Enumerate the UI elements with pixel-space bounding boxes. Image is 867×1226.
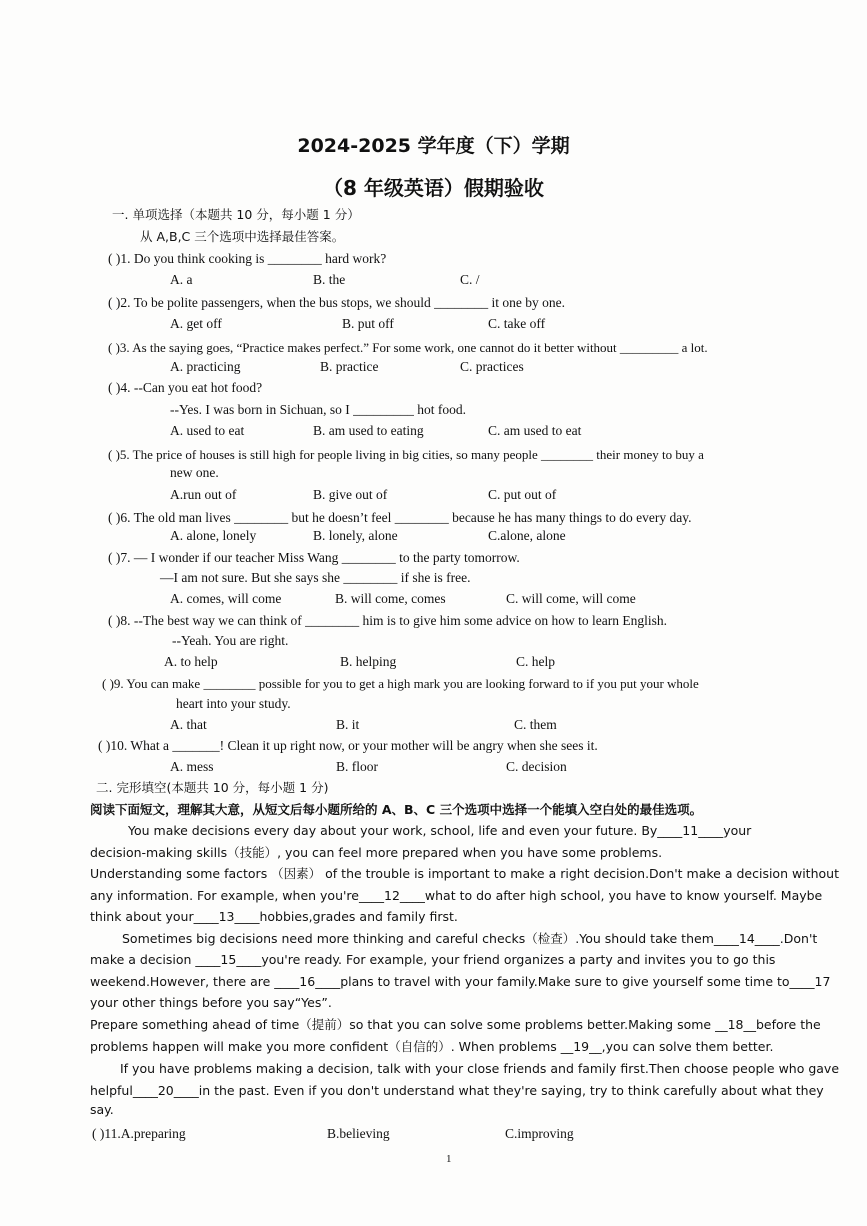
question-3-option-c: C. practices xyxy=(460,359,524,374)
question-1-option-a: A. a xyxy=(170,272,193,287)
passage-line-5: think about your____13____hobbies,grades and family first. xyxy=(90,909,458,924)
passage-line-12: If you have problems making a decision, talk with your close friends and family first.Then choose people who gave xyxy=(120,1061,840,1076)
question-7-reply: —I am not sure. But she says she ________ if she is free. xyxy=(160,570,471,585)
question-10-option-c: C. decision xyxy=(506,759,567,774)
question-2-option-c: C. take off xyxy=(488,316,546,331)
question-6-stem: ( )6. The old man lives ________ but he doesn’t feel ________ because he has many things to do every day. xyxy=(108,510,692,525)
question-4-option-c: C. am used to eat xyxy=(488,423,582,438)
question-8-reply: --Yeah. You are right. xyxy=(172,633,289,648)
question-5-stem-cont: new one. xyxy=(170,465,219,480)
question-9-stem: ( )9. You can make ________ possible for you to get a high mark you are looking forward to if you put your whole xyxy=(102,676,699,691)
question-10-stem: ( )10. What a _______! Clean it up right now, or your mother will be angry when she sees it. xyxy=(98,738,598,753)
passage-line-14: say. xyxy=(90,1102,114,1117)
question-7-option-b: B. will come, comes xyxy=(335,591,446,606)
question-5-stem: ( )5. The price of houses is still high for people living in big cities, so many people ________ their money to buy a xyxy=(108,447,704,462)
question-1-option-b: B. the xyxy=(313,272,346,287)
passage-line-10: Prepare something ahead of time（提前）so that you can solve some problems better.Making some __18__before the xyxy=(90,1017,821,1032)
question-8-option-a: A. to help xyxy=(164,654,218,669)
question-6-option-c: C.alone, alone xyxy=(488,528,566,543)
question-6-option-b: B. lonely, alone xyxy=(313,528,398,543)
question-4-option-b: B. am used to eating xyxy=(313,423,424,438)
question-9-stem-cont: heart into your study. xyxy=(176,696,291,711)
passage-line-6: Sometimes big decisions need more thinking and careful checks（检查）.You should take them____14____.Don't xyxy=(122,931,818,946)
section1-instruction: 从 A,B,C 三个选项中选择最佳答案。 xyxy=(140,229,345,244)
question-3-stem: ( )3. As the saying goes, “Practice makes perfect.” For some work, one cannot do it better without _________ a lot. xyxy=(108,340,708,355)
passage-line-9: your other things before you say“Yes”. xyxy=(90,995,332,1010)
question-11-option-b: B.believing xyxy=(327,1126,390,1141)
question-10-option-a: A. mess xyxy=(170,759,214,774)
question-1-option-c: C. / xyxy=(460,272,480,287)
question-1-stem: ( )1. Do you think cooking is ________ hard work? xyxy=(108,251,387,266)
passage-line-11: problems happen will make you more confident（自信的）. When problems __19__,you can solve them better. xyxy=(90,1039,774,1054)
question-9-option-a: A. that xyxy=(170,717,207,732)
section1-heading: 一. 单项选择（本题共 10 分，每小题 1 分） xyxy=(112,207,360,222)
question-2-option-b: B. put off xyxy=(342,316,394,331)
question-8-option-c: C. help xyxy=(516,654,555,669)
question-5-option-b: B. give out of xyxy=(313,487,388,502)
passage-line-7: make a decision ____15____you're ready. For example, your friend organizes a party and invites you to go this xyxy=(90,952,776,967)
passage-line-4: any information. For example, when you're____12____what to do after high school, you have to know yourself. Maybe xyxy=(90,888,823,903)
exam-title: 2024-2025 学年度（下）学期 xyxy=(297,135,570,157)
passage-line-13: helpful____20____in the past. Even if you don't understand what they're saying, try to think carefully about what they xyxy=(90,1083,824,1098)
question-4-reply: --Yes. I was born in Sichuan, so I _________ hot food. xyxy=(170,402,466,417)
question-3-option-b: B. practice xyxy=(320,359,379,374)
passage-line-8: weekend.However, there are ____16____plans to travel with your family.Make sure to give yourself some time to____17 xyxy=(90,974,831,989)
question-3-option-a: A. practicing xyxy=(170,359,241,374)
passage-line-1: You make decisions every day about your work, school, life and even your future. By____11____your xyxy=(128,823,752,838)
page-number: 1 xyxy=(446,1153,452,1165)
question-8-stem: ( )8. --The best way we can think of ________ him is to give him some advice on how to learn English. xyxy=(108,613,668,628)
question-10-option-b: B. floor xyxy=(336,759,378,774)
question-11-option-c: C.improving xyxy=(505,1126,574,1141)
question-11-stem: ( )11.A.preparing xyxy=(92,1126,186,1141)
question-9-option-b: B. it xyxy=(336,717,360,732)
question-7-option-c: C. will come, will come xyxy=(506,591,636,606)
question-2-stem: ( )2. To be polite passengers, when the bus stops, we should ________ it one by one. xyxy=(108,295,565,310)
section2-instruction: 阅读下面短文，理解其大意，从短文后每小题所给的 A、B、C 三个选项中选择一个能填入空白处的最佳选项。 xyxy=(90,802,703,817)
question-4-stem: ( )4. --Can you eat hot food? xyxy=(108,380,263,395)
question-6-option-a: A. alone, lonely xyxy=(170,528,257,543)
question-4-option-a: A. used to eat xyxy=(170,423,245,438)
section2-heading: 二. 完形填空(本题共 10 分，每小题 1 分) xyxy=(96,780,329,795)
question-7-option-a: A. comes, will come xyxy=(170,591,282,606)
question-7-stem: ( )7. — I wonder if our teacher Miss Wang ________ to the party tomorrow. xyxy=(108,550,520,565)
question-9-option-c: C. them xyxy=(514,717,557,732)
passage-line-3: Understanding some factors （因素） of the trouble is important to make a right decision.Don't make a decision without xyxy=(90,866,839,881)
question-8-option-b: B. helping xyxy=(340,654,397,669)
question-5-option-a: A.run out of xyxy=(170,487,237,502)
question-5-option-c: C. put out of xyxy=(488,487,557,502)
exam-subtitle: （8 年级英语）假期验收 xyxy=(323,176,544,200)
question-2-option-a: A. get off xyxy=(170,316,222,331)
passage-line-2: decision-making skills（技能）, you can feel more prepared when you have some problems. xyxy=(90,845,663,860)
